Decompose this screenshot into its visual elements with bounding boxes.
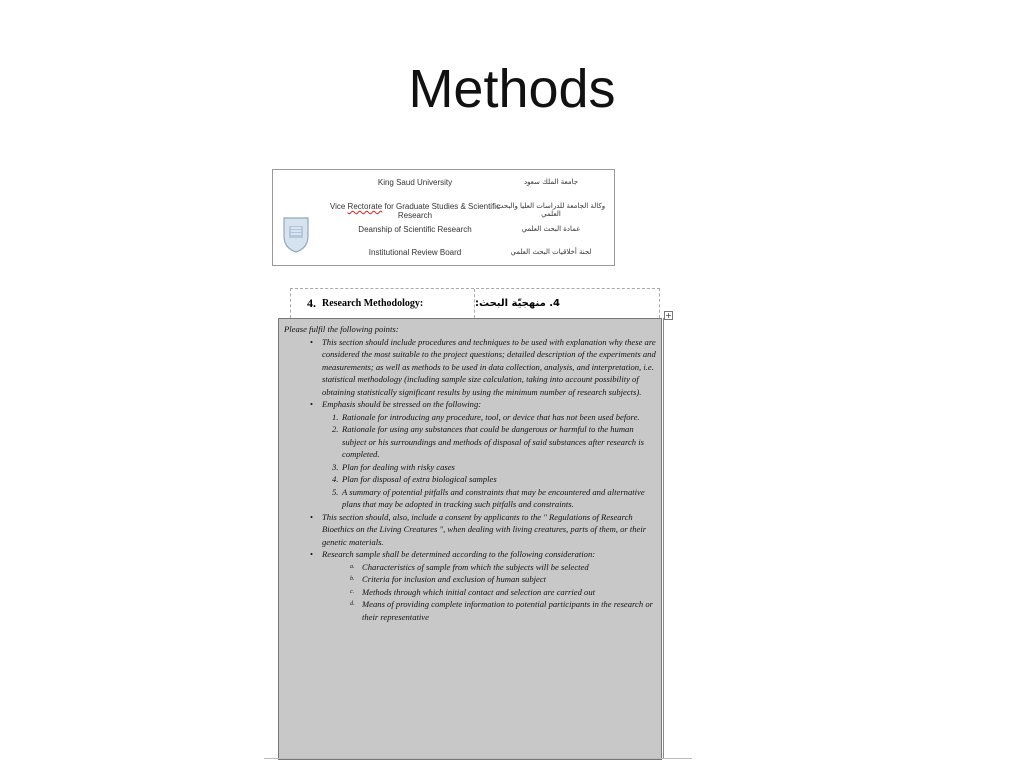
item-letter: d.: [350, 601, 355, 607]
item-text: Characteristics of sample from which the subjects will be selected: [362, 561, 589, 572]
item-number: 4.: [332, 474, 339, 484]
list-item-text: Emphasis should be stressed on the following:: [322, 399, 482, 409]
instructions-intro: Please fulfil the following points:: [284, 324, 399, 334]
table-move-handle-icon[interactable]: +: [665, 311, 672, 320]
letterhead-image: [272, 169, 615, 266]
section-header-en: [291, 289, 475, 318]
letterhead-ar-line: لجنة أخلاقيات البحث العلمي: [510, 248, 592, 256]
item-text: Plan for disposal of extra biological samples: [342, 474, 497, 484]
list-item: [322, 398, 657, 511]
letterhead-ar-line: وكالة الجامعة للدراسات العليا والبحث العلمي: [496, 202, 606, 218]
letterhead-en-text: Vice Rectorate for Graduate Studies & Scientific Research: [329, 202, 501, 220]
slide-title: Methods: [408, 59, 616, 119]
list-item: [350, 598, 657, 623]
list-item: [332, 461, 657, 474]
list-item: • This section should, also, include a consent by applicants to the " Regulations of Research Bioethics on the Living Creatures ", when dealing with living creatures, parts of them, or their genetic materials.: [322, 511, 657, 549]
spellcheck-word: Rectorate: [347, 202, 383, 211]
list-item: [332, 486, 657, 511]
page-divider: [264, 758, 692, 759]
numbered-list: [322, 411, 657, 511]
letterhead-ar-line: جامعة الملك سعود: [523, 178, 579, 186]
letterhead-en-line: [315, 202, 515, 220]
item-number: 3.: [332, 461, 339, 472]
instructions-list: [284, 336, 657, 624]
item-letter: b.: [350, 576, 355, 582]
item-text: Plan for dealing with risky cases: [342, 461, 455, 472]
item-number: 2.: [332, 424, 339, 434]
letterhead-en-line: Institutional Review Board: [368, 248, 462, 257]
item-letter: c.: [350, 588, 355, 595]
item-text: Rationale for using any substances that could be dangerous or harmful to the human subject or his surroundings and methods of disposal of said substances after research is completed.: [342, 424, 644, 459]
item-text: Criteria for inclusion and exclusion of human subject: [362, 574, 547, 584]
list-item: [350, 561, 657, 574]
list-item: [350, 573, 657, 586]
list-item: [332, 411, 657, 424]
item-number: 1.: [332, 411, 339, 422]
section-header-ar: 4. منهجيّة البحث:: [475, 298, 561, 309]
letterhead-en-line: Deanship of Scientific Research: [358, 225, 472, 234]
lettered-list: [322, 561, 657, 624]
section-label-en: Research Methodology:: [322, 298, 424, 309]
instructions-box: [278, 318, 662, 760]
item-text: Means of providing complete information to potential participants in the research or their representative: [362, 599, 653, 622]
item-text: Rationale for introducing any procedure, tool, or device that has not been used before.: [342, 411, 640, 422]
list-item: [332, 423, 657, 461]
table-border: [663, 318, 664, 758]
letterhead-ar-line: عمادة البحث العلمي: [521, 225, 581, 233]
list-item: [332, 473, 657, 486]
item-letter: a.: [350, 563, 355, 570]
list-item-text: Research sample shall be determined according to the following consideration:: [322, 549, 596, 559]
item-text: Methods through which initial contact and selection are carried out: [362, 586, 596, 597]
item-number: 5.: [332, 486, 339, 497]
list-item: [322, 548, 657, 623]
list-item: [350, 586, 657, 599]
section-number: 4.: [307, 296, 316, 310]
item-text: A summary of potential pitfalls and constraints that may be encountered and alternative plans that may be adopted in tracking such pitfalls and constraints.: [342, 486, 645, 509]
letterhead-en-line: King Saud University: [377, 178, 453, 187]
university-logo-icon: [281, 214, 311, 254]
section-header-row: [290, 288, 660, 318]
list-item: • This section should include procedures and techniques to be used with explanation why these are considered the most suitable to the project questions; detailed description of the experiments and measurements; as well as methods to be used in data collection, analysis, and interpretation, i.e. statistical methodology (including sample size calculation, taking into account possibility of obtaining statistically significant results by using the minimum number of research subjects).: [322, 336, 657, 399]
